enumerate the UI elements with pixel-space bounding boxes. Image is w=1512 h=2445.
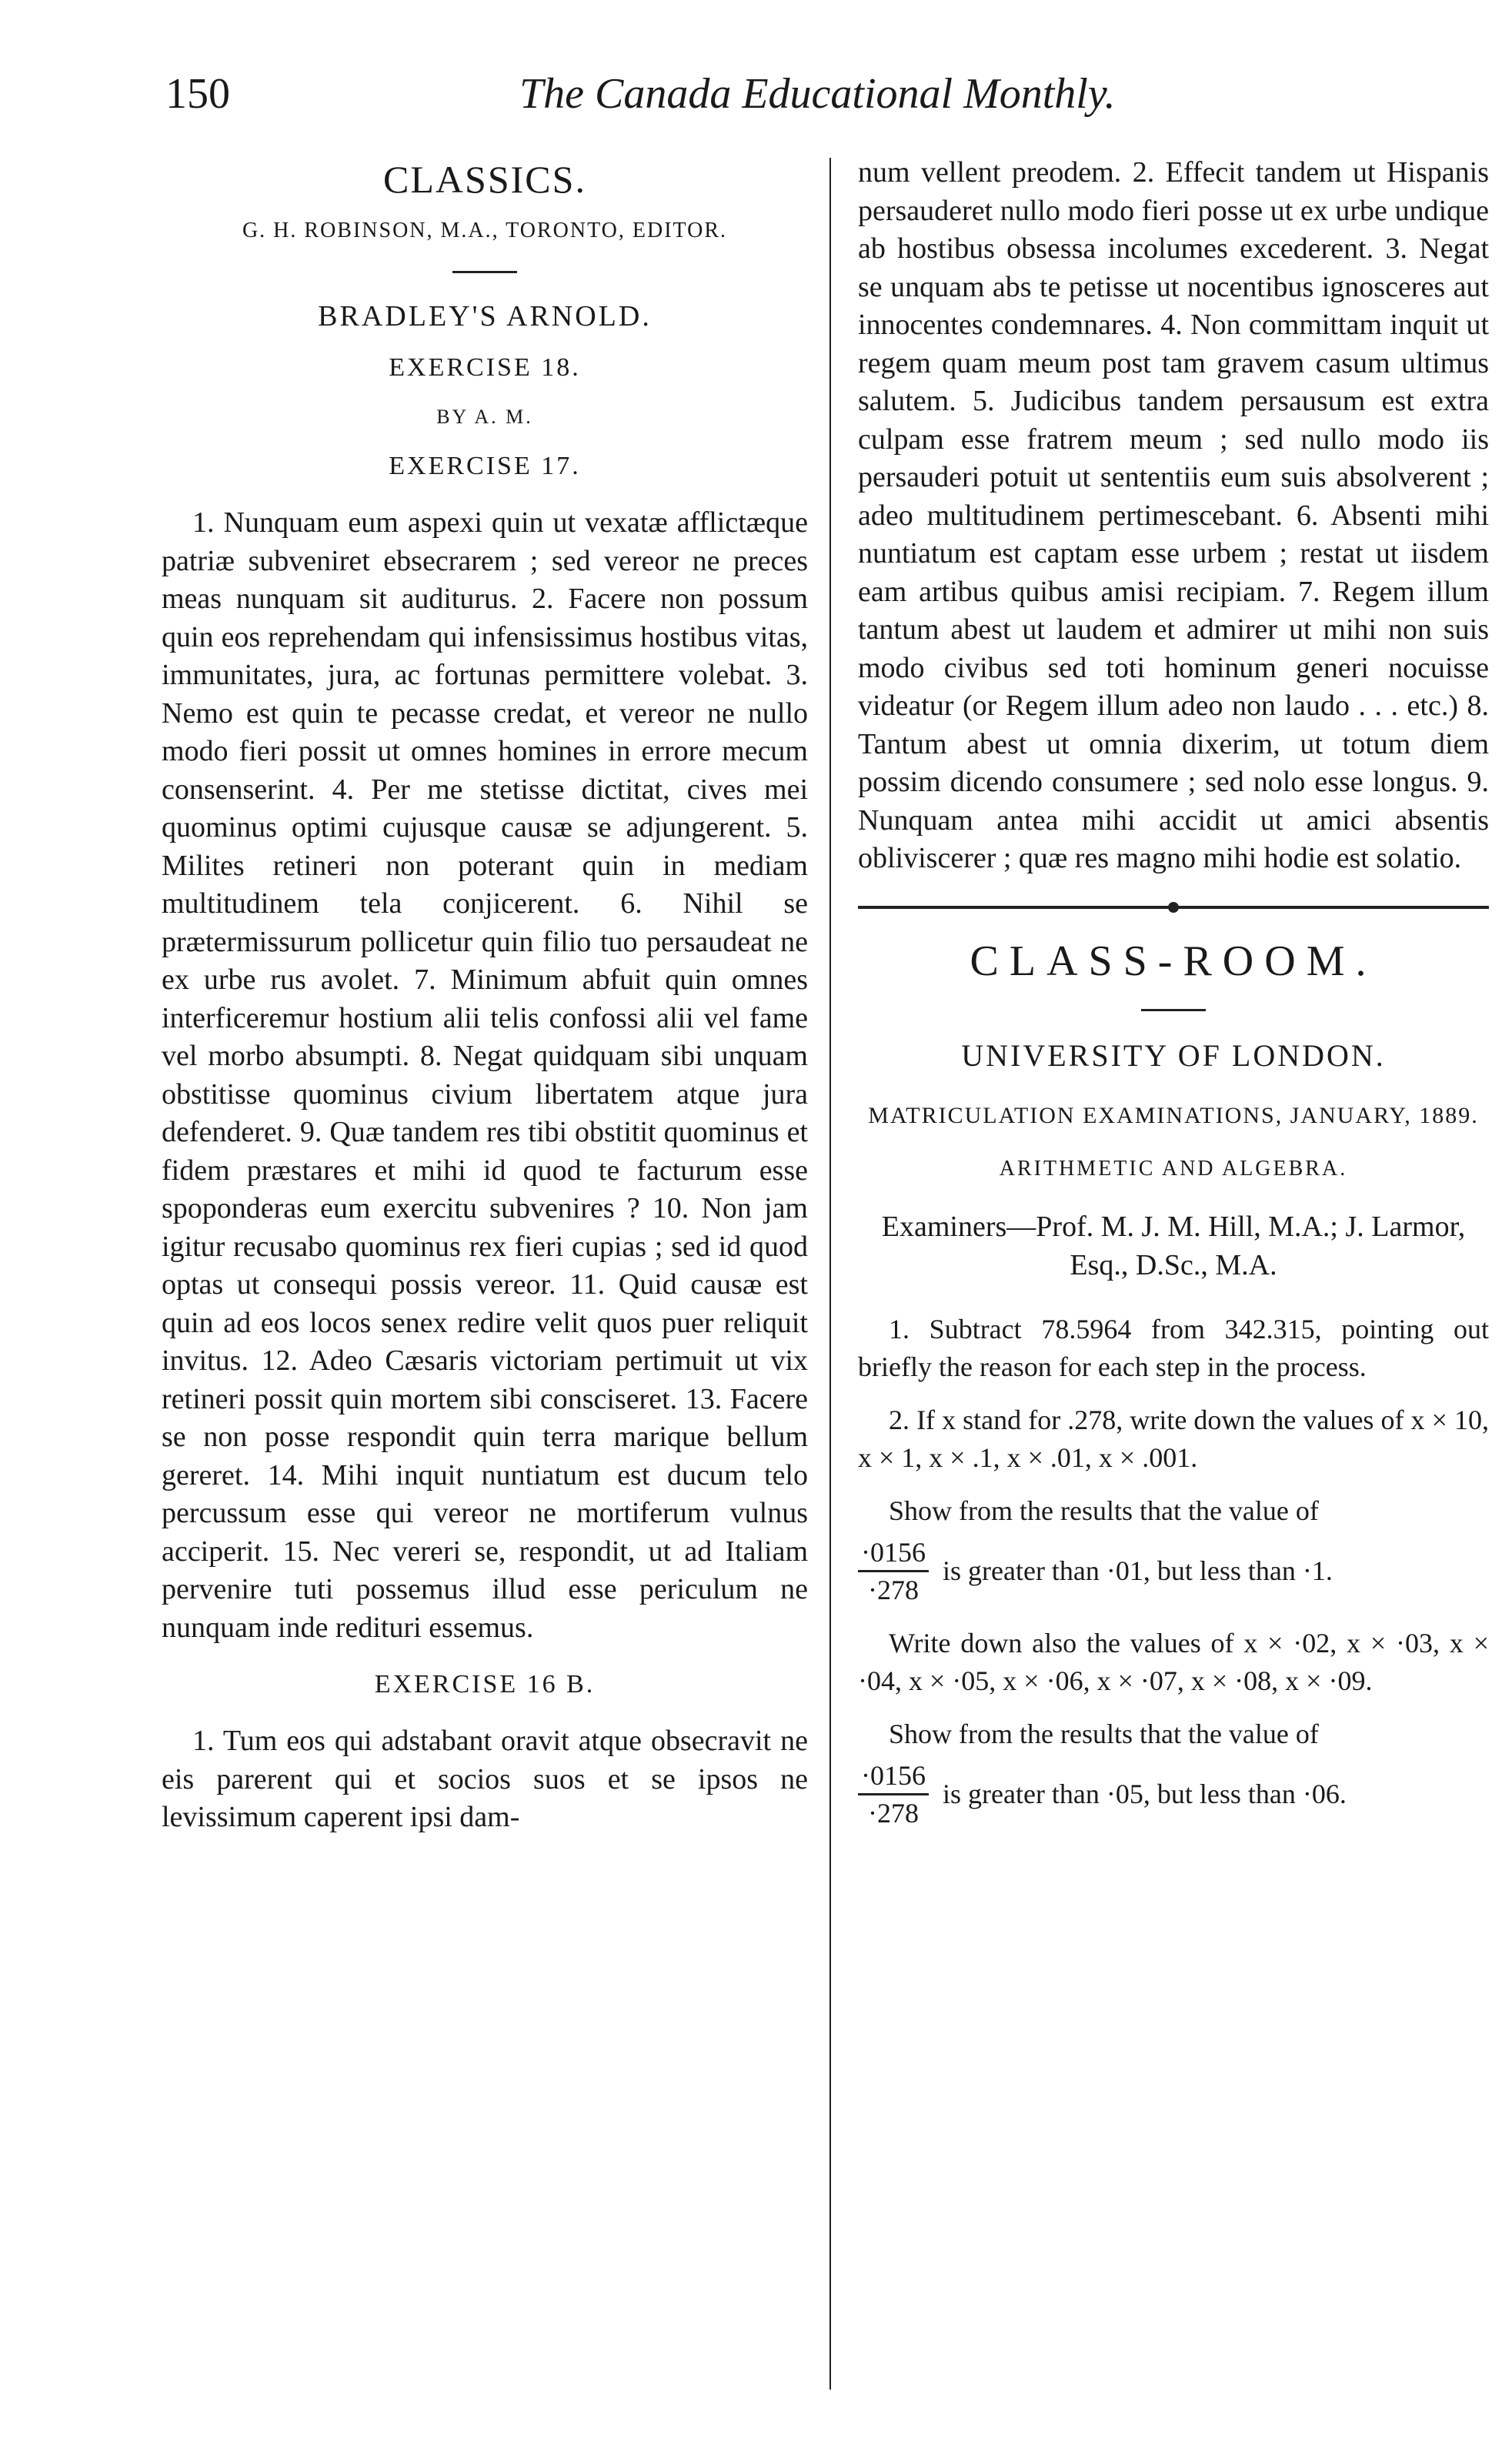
exercise-17-text: 1. Nunquam eum aspexi quin ut vexatæ afflictæque patriæ subveniret ebsecrarem ; sed vereor ne preces meas nunquam sit auditurus. 2. Facere non possum quin eos reprehendam qui infensissimus hostibus vitas, immunitates, jura, ac fortunas permittere volebat. 3. Nemo est quin te pecasse credat, et vereor ne nullo modo fieri possit ut omnes homines in errore mecum consenserint. 4. Per me stetisse dictitat, cives mei quominus optimi cujusque causæ se adjungerent. 5. Milites retineri non poterant quin in mediam multitudinem tela conjicerent. 6. Nihil se prætermissurum pollicetur quin filio tuo persaudeat ne ex urbe rus avolet. 7. Minimum abfuit quin omnes interficeremur hostium alii telis confossi alii vel fame vel morbo absumpti. 8. Negat quidquam sibi unquam obstitisse quominus civium libertatem atque jura defenderet. 9. Quæ tandem res tibi obstitit quominus et fidem præstares et mihi id quod te facturum esse spoponderas eum exercitu subvenires ? 10. Non jam igitur recusabo quominus rex fieri cupias ; sed id quod optas ut consequi possis vereor. 11. Quid causæ est quin ad eos locos senex redire velit quos puer reliquit invitus. 12. Adeo Cæsaris victoriam pertimuit ut vix retineri possit quin mortem sibi consciseret. 13. Facere se non posse respondit quin terra marique bellum gereret. 14. Mihi inquit nuntiatum est ducum telo percussum esse qui vereor ne mortiferum vulnus acciperit. 15. Nec vereri se, respondit, ut ad Italiam pervenire tuti possemus illud esse periculum ne nunquam inde redituri essemus.: [162, 506, 808, 1644]
byline: BY A. M.: [436, 406, 533, 428]
section-title-class-room: CLASS-ROOM.: [970, 937, 1377, 985]
topic-heading: ARITHMETIC AND ALGEBRA.: [999, 1156, 1348, 1181]
fraction-statement-1: [858, 1535, 1489, 1608]
short-divider: [452, 271, 517, 273]
fraction-denominator: ·278: [868, 1574, 919, 1605]
examiners-line: Examiners—Prof. M. J. M. Hill, M.A.; J. Larmor, Esq., D.Sc., M.A.: [881, 1210, 1466, 1281]
journal-title: The Canada Educational Monthly.: [519, 70, 1116, 118]
fraction-numerator: ·0156: [858, 1535, 929, 1572]
fraction-statement-2: [858, 1758, 1489, 1831]
short-divider: [1141, 1009, 1206, 1011]
fraction: [858, 1758, 929, 1831]
question-2-show: Show from the results that the value of: [889, 1495, 1319, 1526]
column-divider: [829, 158, 831, 2390]
fraction-numerator: ·0156: [858, 1758, 929, 1795]
exercise-16b-heading: EXERCISE 16 B.: [374, 1670, 596, 1698]
question-2-show-2: Show from the results that the value of: [889, 1718, 1319, 1749]
editor-line: G. H. ROBINSON, M.A., TORONTO, EDITOR.: [242, 219, 728, 242]
exercise-16b-text: 1. Tum eos qui adstabant oravit atque obsecravit ne eis parerent qui et socios suos et se ipsos ne levissimum caperent ipsi dam-: [162, 1725, 808, 1833]
fraction-denominator: ·278: [868, 1797, 919, 1829]
question-2-write: Write down also the values of x × ·02, x × ·03, x × ·04, x × ·05, x × ·06, x × ·07, x × ·08, x × ·09.: [858, 1627, 1489, 1696]
page-number: 150: [165, 70, 230, 118]
right-column: [858, 154, 1489, 1848]
university-heading: UNIVERSITY OF LONDON.: [961, 1037, 1386, 1073]
ornamental-rule: [858, 906, 1489, 909]
section-title-classics: CLASSICS.: [383, 158, 586, 201]
fraction-statement-text: is greater than ·01, but less than ·1.: [943, 1555, 1333, 1586]
left-column: [162, 154, 808, 1837]
exercise-reference: EXERCISE 18.: [389, 353, 581, 382]
fraction-statement-text: is greater than ·05, but less than ·06.: [943, 1779, 1347, 1809]
question-2: 2. If x stand for .278, write down the values of x × 10, x × 1, x × .1, x × .01, x × .001.: [858, 1404, 1489, 1473]
exercise-17-heading: EXERCISE 17.: [389, 452, 581, 480]
running-header: [165, 69, 1427, 131]
exercise-16b-continuation: num vellent preodem. 2. Effecit tandem ut Hispanis persauderet nullo modo fieri posse ut ex urbe undique ab hostibus obsessa incolumes excederent. 3. Negat se unquam abs te petisse ut nocentibus ignosceres aut innocentes condemnares. 4. Non committam inquit ut regem quam meum post tam gravem casum ultimus salutem. 5. Judicibus tandem persausum est extra culpam esse fratrem meum ; sed nullo modo iis persauderi potuit ut sententiis eum suis absolverent ; adeo multitudinem pertimescebant. 6. Absenti mihi nuntiatum est captam esse urbem ; restat ut iisdem eam artibus quibus amisi recipiam. 7. Regem illum tantum abest ut laudem et admirer ut mihi non suis modo civibus sed toti hominum generi nocuisse videatur (or Regem illum adeo non laudo . . . etc.) 8. Tantum abest ut omnia dixerim, ut totum diem possim dicendo consumere ; sed nolo esse longus. 9. Nunquam antea mihi accidit ut amici absentis obliviscerer ; quæ res magno mihi hodie est solatio.: [858, 156, 1489, 874]
question-1: 1. Subtract 78.5964 from 342.315, pointing out briefly the reason for each step in the process.: [858, 1313, 1489, 1382]
exam-title: MATRICULATION EXAMINATIONS, JANUARY, 1889.: [868, 1102, 1479, 1128]
fraction: [858, 1535, 929, 1608]
article-title: BRADLEY'S ARNOLD.: [318, 300, 652, 332]
